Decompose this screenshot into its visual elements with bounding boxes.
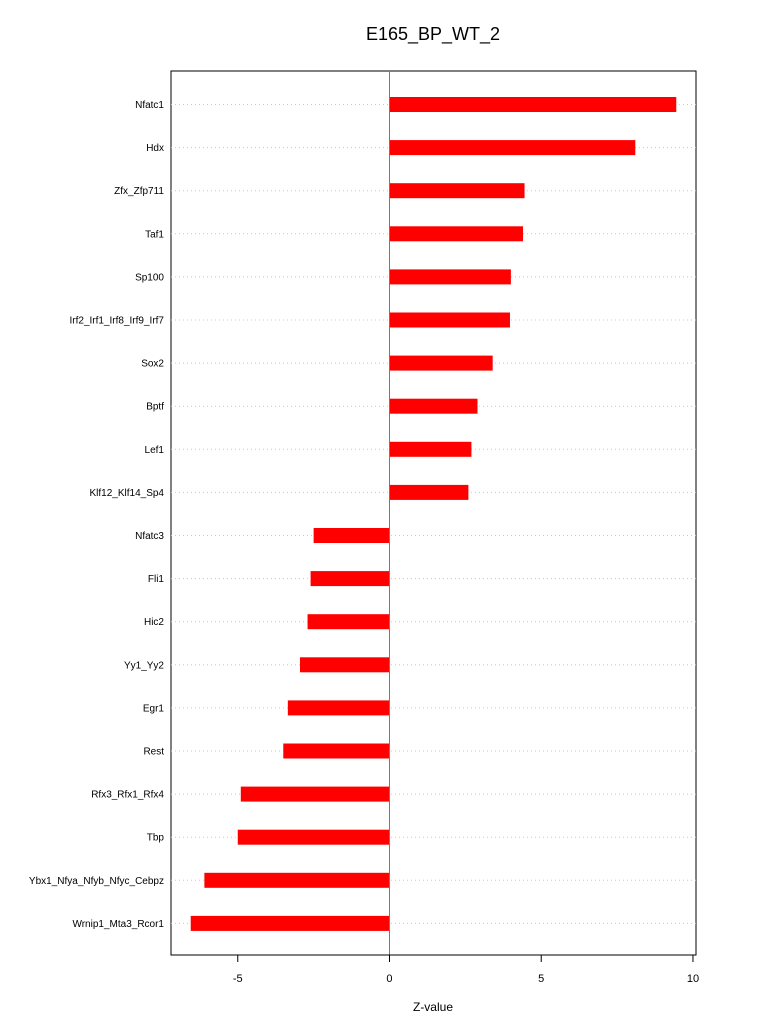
- bar-hic2: [308, 614, 390, 629]
- category-label: Hdx: [146, 143, 164, 155]
- x-axis: [233, 955, 699, 985]
- bar-wrnip1-mta3-rcor1: [191, 916, 390, 931]
- x-tick-label: -5: [232, 973, 243, 985]
- bar-rest: [283, 744, 389, 759]
- bar-lef1: [389, 442, 471, 457]
- bar-irf2-irf1-irf8-irf9-irf7: [389, 313, 509, 328]
- category-labels: [29, 100, 165, 930]
- bar-zfx-zfp711: [389, 183, 524, 198]
- bars: [191, 97, 677, 931]
- bar-egr1: [288, 700, 390, 715]
- chart-title: E165_BP_WT_2: [365, 24, 501, 44]
- x-tick-label: 5: [538, 973, 545, 985]
- category-label: Klf12_Klf14_Sp4: [89, 487, 164, 499]
- x-tick-label: 0: [386, 973, 393, 985]
- bar-bptf: [389, 399, 477, 414]
- bar-nfatc1: [389, 97, 676, 112]
- bar-klf12-klf14-sp4: [389, 485, 468, 500]
- bar-sox2: [389, 356, 492, 371]
- category-label: Ybx1_Nfya_Nfyb_Nfyc_Cebpz: [28, 875, 164, 887]
- bar-rfx3-rfx1-rfx4: [241, 787, 390, 802]
- category-label: Irf2_Irf1_Irf8_Irf9_Irf7: [69, 315, 164, 327]
- category-label: Egr1: [142, 703, 164, 715]
- category-label: Fli1: [147, 574, 164, 586]
- x-axis-title: Z-value: [412, 1000, 454, 1014]
- category-label: Rfx3_Rfx1_Rfx4: [91, 789, 164, 801]
- category-label: Zfx_Zfp711: [114, 186, 164, 198]
- bar-fli1: [311, 571, 390, 586]
- category-label: Sp100: [135, 272, 164, 284]
- category-label: Nfatc1: [135, 100, 164, 111]
- category-label: Taf1: [145, 229, 164, 241]
- category-label: Yy1_Yy2: [123, 660, 164, 672]
- bar-sp100: [389, 269, 510, 284]
- category-label: Rest: [143, 746, 164, 758]
- bar-ybx1-nfya-nfyb-nfyc-cebpz: [204, 873, 389, 888]
- category-label: Hic2: [143, 617, 164, 629]
- plot-frame: [171, 71, 696, 955]
- category-label: Wrnip1_Mta3_Rcor1: [72, 918, 164, 930]
- category-label: Tbp: [146, 832, 164, 844]
- category-label: Nfatc3: [135, 531, 164, 542]
- bar-yy1-yy2: [300, 657, 390, 672]
- bar-nfatc3: [314, 528, 390, 543]
- x-tick-label: 10: [686, 973, 700, 985]
- bar-taf1: [389, 226, 523, 241]
- category-label: Bptf: [146, 401, 164, 413]
- category-label: Sox2: [141, 358, 164, 370]
- bar-hdx: [389, 140, 635, 155]
- bar-tbp: [238, 830, 390, 845]
- category-label: Lef1: [144, 444, 164, 456]
